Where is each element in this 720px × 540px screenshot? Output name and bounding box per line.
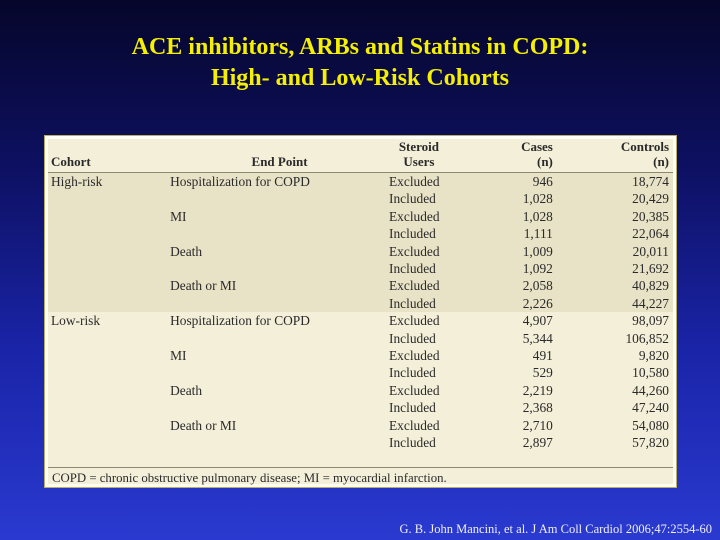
cell-cases: 2,897	[522, 435, 553, 451]
cell-cohort	[48, 260, 170, 277]
cell-steroid-users: Included	[389, 365, 436, 381]
cell-controls: 21,692	[553, 260, 673, 277]
header-row-top	[48, 139, 673, 154]
cell-cohort	[48, 330, 170, 347]
cell-end-point: Hospitalization for COPD	[170, 173, 389, 191]
cell-cohort: High-risk	[48, 173, 170, 191]
header-cases-line2: (n)	[449, 154, 553, 173]
table-inner	[48, 139, 673, 484]
cell-controls: 44,260	[632, 382, 669, 398]
cell-controls: 44,227	[553, 295, 673, 312]
table-row	[48, 260, 673, 277]
cell-cases: 946	[449, 173, 553, 191]
cell-cases: 2,710	[522, 417, 553, 433]
cell-end-point: Death or MI	[170, 417, 237, 433]
table-row	[48, 417, 673, 434]
cell-end-point	[170, 434, 389, 451]
cell-controls: 10,580	[632, 365, 669, 381]
cell-steroid-users: Included	[389, 400, 436, 416]
cell-cohort: Low-risk	[51, 313, 101, 329]
cell-controls: 20,385	[553, 208, 673, 225]
cell-end-point: Death or MI	[170, 277, 389, 294]
cell-steroid-users: Included	[389, 260, 449, 277]
cell-end-point: Death	[170, 382, 203, 398]
cell-steroid-users: Excluded	[389, 417, 440, 433]
cell-cases: 4,907	[522, 313, 553, 329]
cell-cases: 2,058	[449, 277, 553, 294]
cell-steroid-users: Excluded	[389, 208, 449, 225]
cell-controls: 57,820	[632, 435, 669, 451]
citation: G. B. John Mancini, et al. J Am Coll Cardiol 2006;47:2554-60	[399, 522, 712, 536]
cell-steroid-users: Excluded	[389, 313, 440, 329]
header-row-bottom	[48, 154, 673, 173]
header-cohort: Cohort	[48, 154, 170, 173]
table-row	[48, 225, 673, 242]
cell-cohort	[48, 364, 170, 381]
cell-controls: 98,097	[632, 313, 669, 329]
cell-cohort	[48, 243, 170, 260]
table-row	[48, 364, 673, 381]
header-steroid-line2: Users	[389, 154, 449, 173]
cell-controls: 40,829	[553, 277, 673, 294]
cell-end-point	[170, 399, 389, 416]
cell-controls: 18,774	[553, 173, 673, 191]
cell-end-point	[170, 225, 389, 242]
table-body	[48, 173, 673, 452]
cell-end-point	[170, 330, 389, 347]
table-row	[48, 434, 673, 451]
cell-cohort	[48, 295, 170, 312]
cell-steroid-users: Excluded	[389, 382, 440, 398]
table-row	[48, 312, 673, 329]
cell-end-point: MI	[170, 348, 187, 364]
table-row	[48, 243, 673, 260]
cell-controls: 22,064	[553, 225, 673, 242]
cell-cases: 2,368	[522, 400, 553, 416]
cell-end-point	[170, 260, 389, 277]
table-row	[48, 330, 673, 347]
cell-cohort	[48, 417, 170, 434]
cell-end-point: Death	[170, 243, 389, 260]
cell-cohort	[48, 190, 170, 207]
cell-cases: 1,009	[449, 243, 553, 260]
cell-cases: 1,111	[449, 225, 553, 242]
cell-controls: 9,820	[638, 348, 669, 364]
cell-steroid-users: Included	[389, 295, 449, 312]
cell-steroid-users: Included	[389, 190, 449, 207]
slide-title-line2: High- and Low-Risk Cohorts	[210, 65, 510, 91]
table-panel	[44, 135, 677, 488]
cell-steroid-users: Excluded	[389, 277, 449, 294]
cell-cases: 1,028	[449, 190, 553, 207]
cell-controls: 20,011	[553, 243, 673, 260]
header-controls-line2: (n)	[553, 154, 673, 173]
cell-cohort	[48, 347, 170, 364]
header-cases-line1: Cases	[521, 139, 553, 154]
header-steroid-line1: Steroid	[398, 139, 440, 154]
header-end-point: End Point	[170, 154, 389, 173]
cell-controls: 54,080	[632, 417, 669, 433]
cell-end-point	[170, 190, 389, 207]
cell-cases: 2,219	[522, 382, 553, 398]
cell-steroid-users: Excluded	[389, 173, 449, 191]
cell-cohort	[48, 277, 170, 294]
cell-cases: 491	[532, 348, 553, 364]
cell-controls: 47,240	[632, 400, 669, 416]
slide-title-line1: ACE inhibitors, ARBs and Statins in COPD:	[131, 34, 589, 60]
cell-cases: 1,028	[449, 208, 553, 225]
table-row	[48, 295, 673, 312]
cell-end-point	[170, 295, 389, 312]
cell-cases: 5,344	[522, 330, 553, 346]
table-footnote: COPD = chronic obstructive pulmonary disease; MI = myocardial infarction.	[52, 471, 447, 485]
cell-steroid-users: Included	[389, 225, 449, 242]
cell-steroid-users: Excluded	[389, 243, 449, 260]
data-table	[48, 139, 673, 452]
table-row	[48, 208, 673, 225]
table-row	[48, 347, 673, 364]
cell-cases: 1,092	[449, 260, 553, 277]
cell-controls: 20,429	[553, 190, 673, 207]
cell-cohort	[48, 434, 170, 451]
table-row	[48, 173, 673, 191]
cell-end-point	[170, 364, 389, 381]
cell-steroid-users: Excluded	[389, 348, 440, 364]
footnote-divider	[48, 467, 673, 468]
cell-cohort	[48, 382, 170, 399]
table-row	[48, 399, 673, 416]
header-controls-line1: Controls	[620, 139, 669, 154]
slide-title	[0, 32, 720, 94]
cell-end-point: Hospitalization for COPD	[170, 313, 310, 329]
cell-steroid-users: Included	[389, 330, 436, 346]
cell-cohort	[48, 399, 170, 416]
table-row	[48, 382, 673, 399]
table-row	[48, 190, 673, 207]
cell-cohort	[48, 225, 170, 242]
table-row	[48, 277, 673, 294]
cell-controls: 106,852	[625, 330, 669, 346]
cell-end-point: MI	[170, 208, 389, 225]
cell-cohort	[48, 208, 170, 225]
cell-steroid-users: Included	[389, 435, 436, 451]
cell-cases: 2,226	[449, 295, 553, 312]
cell-cases: 529	[532, 365, 553, 381]
